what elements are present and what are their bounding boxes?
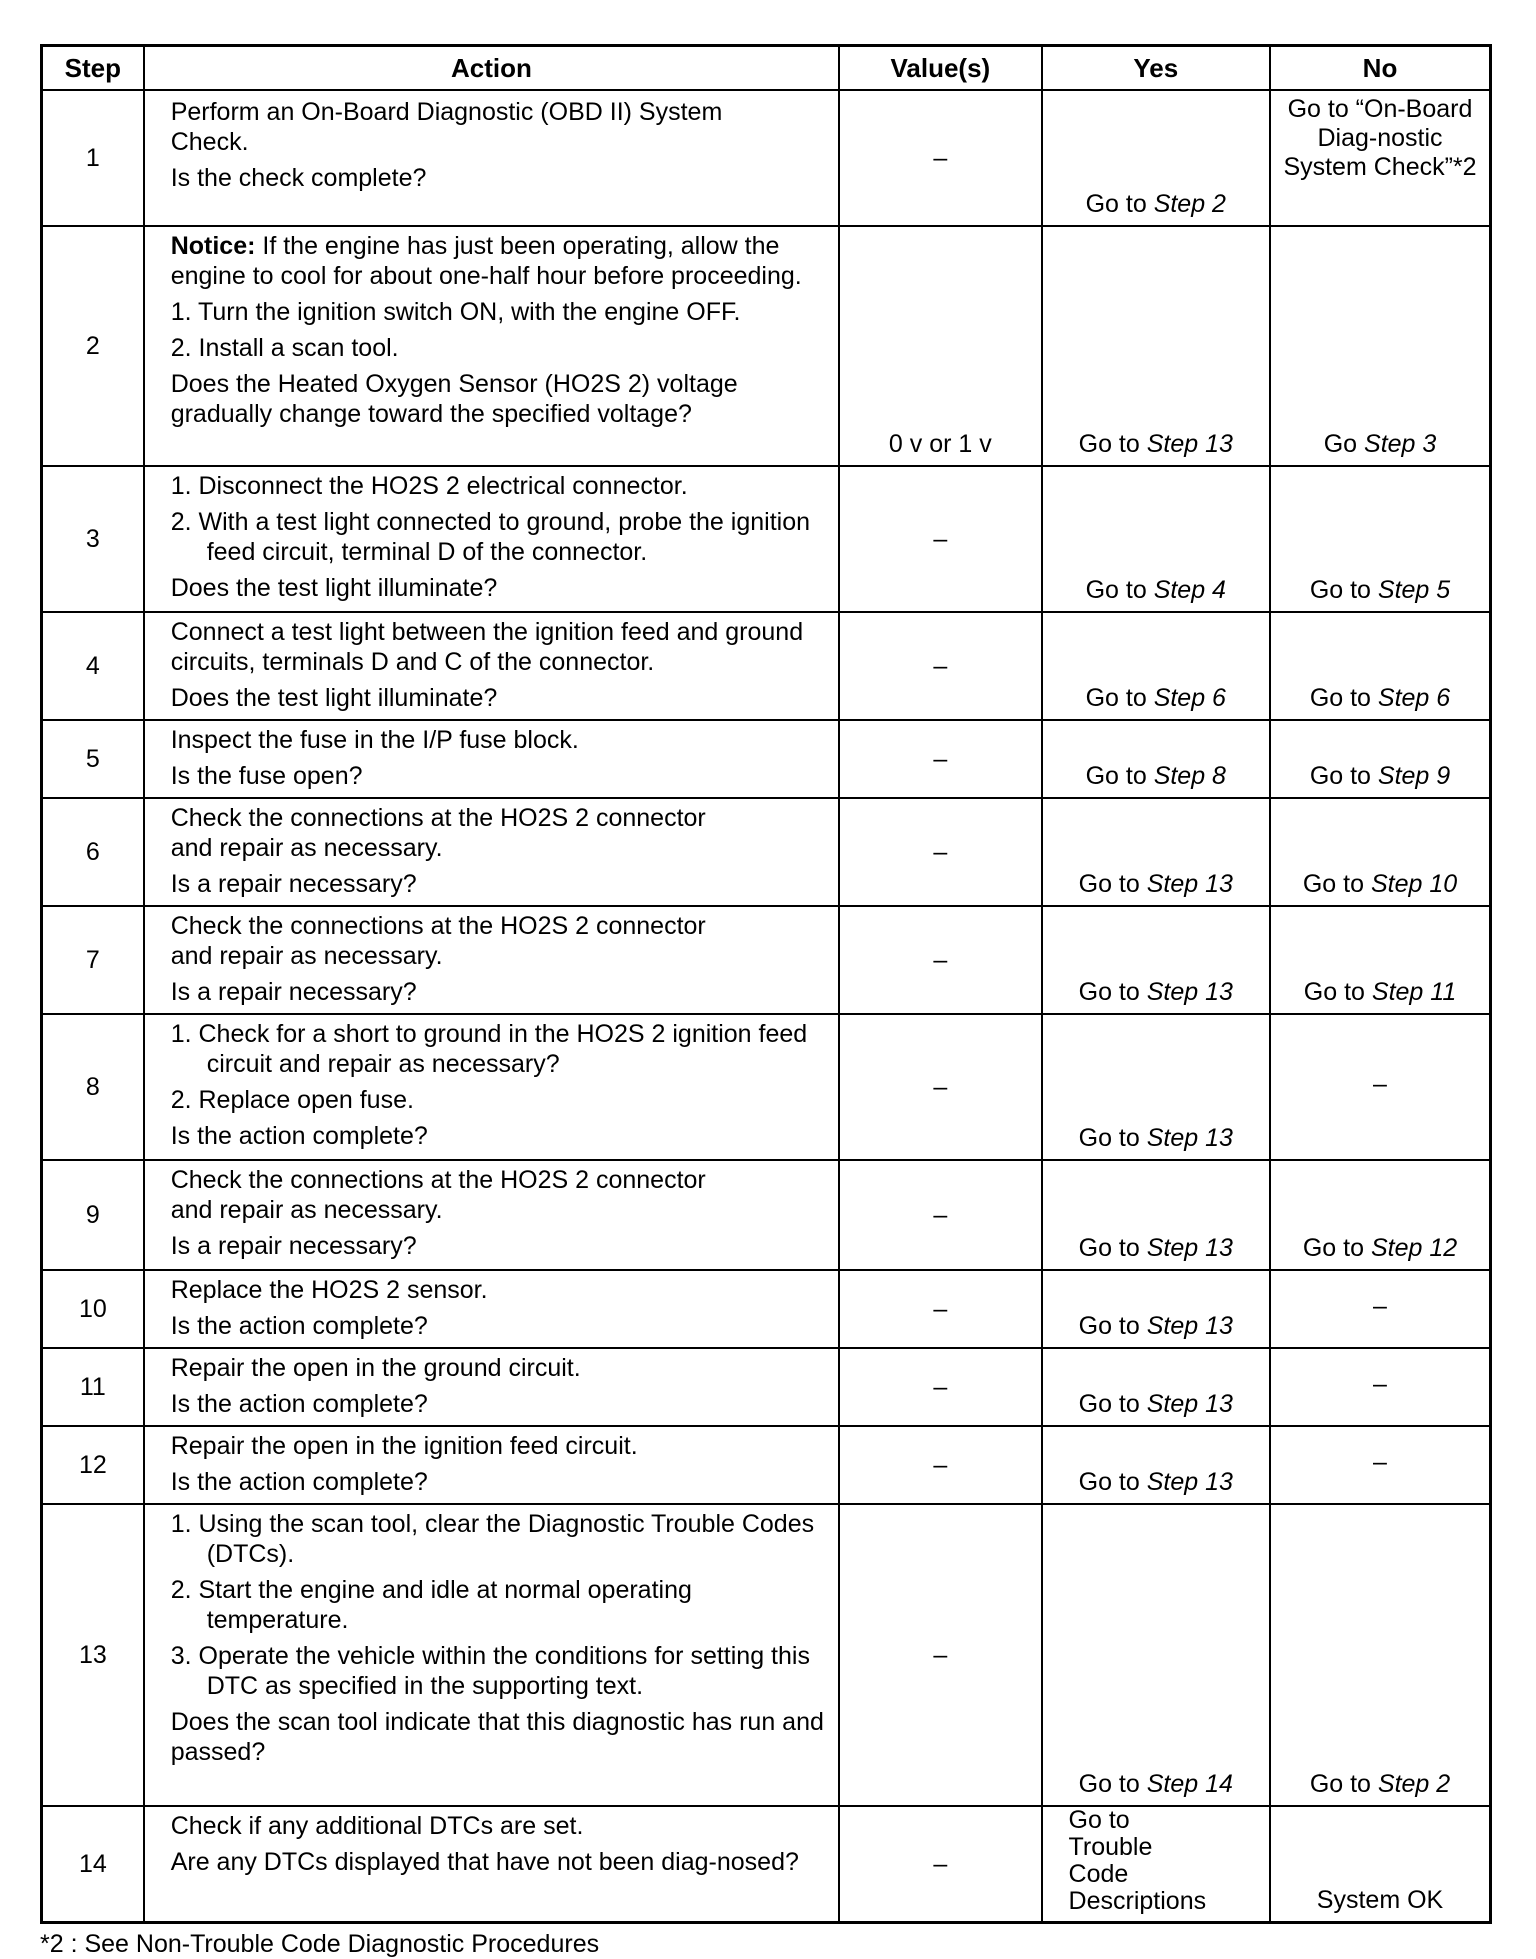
no-step-link[interactable]: Step 10 — [1370, 870, 1458, 898]
step-number: 13 — [42, 1504, 144, 1806]
header-action: Action — [144, 46, 839, 91]
table-row — [42, 466, 1491, 612]
action-question: Is a repair necessary? — [170, 870, 417, 898]
table-row — [42, 612, 1491, 720]
action-text: Repair the open in the ground circuit. — [170, 1354, 581, 1382]
action-item: 1. Using the scan tool, clear the Diagnostic Trouble Codes (DTCs). — [170, 1510, 815, 1568]
action-question: Is the action complete? — [170, 1122, 428, 1150]
action-item: 2. With a test light connected to ground, probe the ignition feed circuit, terminal D of the connector. — [170, 508, 810, 566]
step-number: 3 — [42, 466, 144, 612]
action-question: Is a repair necessary? — [170, 978, 417, 1006]
header-yes: Yes — [1042, 46, 1270, 91]
table-row — [42, 1504, 1491, 1806]
footnote: *2 : See Non-Trouble Code Diagnostic Procedures — [40, 1930, 600, 1958]
value-cell: 0 v or 1 v — [839, 226, 1041, 466]
yes-step-link[interactable]: Step 14 — [1146, 1770, 1233, 1798]
action-cell — [144, 1426, 839, 1504]
yes-cell — [1042, 1270, 1270, 1348]
value-cell: – — [839, 1806, 1041, 1923]
yes-cell — [1042, 798, 1270, 906]
yes-cell — [1042, 90, 1270, 226]
no-cell — [1270, 1504, 1490, 1806]
no-step-link[interactable]: Step 6 — [1377, 684, 1451, 712]
value-cell: – — [839, 906, 1041, 1014]
action-item: 2. Replace open fuse. — [170, 1086, 414, 1114]
step-number: 1 — [42, 90, 144, 226]
yes-cell — [1042, 612, 1270, 720]
yes-cell — [1042, 466, 1270, 612]
yes-trouble-code-link[interactable]: Go to Trouble Code Descriptions — [1068, 1806, 1207, 1915]
yes-cell — [1042, 720, 1270, 798]
action-question: Does the test light illuminate? — [170, 574, 498, 602]
diagnostic-page — [40, 44, 1492, 1959]
table-row — [42, 226, 1491, 466]
action-question: Is the action complete? — [170, 1468, 428, 1496]
no-cell — [1270, 226, 1490, 466]
value-cell: – — [839, 1270, 1041, 1348]
action-text: Replace the HO2S 2 sensor. — [170, 1276, 488, 1304]
step-number: 9 — [42, 1160, 144, 1270]
step-number: 2 — [42, 226, 144, 466]
action-cell — [144, 798, 839, 906]
step-number: 6 — [42, 798, 144, 906]
action-text: Check if any additional DTCs are set. — [170, 1812, 584, 1840]
header-no: No — [1270, 46, 1490, 91]
yes-prefix: Go to — [1078, 430, 1147, 458]
action-question: Does the Heated Oxygen Sensor (HO2S 2) voltage gradually change toward the specified voltage? — [170, 370, 738, 428]
action-cell — [144, 612, 839, 720]
yes-cell — [1042, 1348, 1270, 1426]
value-cell: – — [839, 1504, 1041, 1806]
no-prefix: Go to — [1302, 870, 1371, 898]
step-number: 14 — [42, 1806, 144, 1923]
no-step-link[interactable]: Go to “On-Board Diag-nostic System Check”*2 — [1283, 95, 1477, 181]
no-cell: – — [1270, 1270, 1490, 1348]
no-step-link[interactable]: Step 2 — [1377, 1770, 1451, 1798]
diagnostic-table — [40, 44, 1492, 1924]
yes-cell — [1042, 1504, 1270, 1806]
table-row — [42, 1270, 1491, 1348]
action-question: Are any DTCs displayed that have not been diag-nosed? — [170, 1848, 799, 1876]
value-cell: – — [839, 798, 1041, 906]
action-cell — [144, 1504, 839, 1806]
yes-step-link[interactable]: Step 13 — [1146, 1234, 1233, 1262]
action-cell — [144, 1270, 839, 1348]
action-text: Connect a test light between the ignition feed and ground circuits, terminals D and C of the connector. — [170, 618, 804, 676]
no-cell: – — [1270, 1014, 1490, 1160]
no-step-link[interactable]: Step 5 — [1377, 576, 1451, 604]
action-item: 1. Disconnect the HO2S 2 electrical connector. — [170, 472, 688, 500]
notice-label: Notice: — [170, 232, 256, 260]
no-cell — [1270, 612, 1490, 720]
table-row — [42, 720, 1491, 798]
table-row — [42, 1014, 1491, 1160]
action-item: 3. Operate the vehicle within the conditions for setting this DTC as specified in the supporting text. — [170, 1642, 810, 1700]
action-question: Is the action complete? — [170, 1390, 428, 1418]
header-value: Value(s) — [839, 46, 1041, 91]
yes-prefix: Go to — [1078, 1312, 1147, 1340]
action-text: Repair the open in the ignition feed circuit. — [170, 1432, 638, 1460]
no-cell — [1270, 90, 1490, 226]
value-cell: – — [839, 1426, 1041, 1504]
step-number: 5 — [42, 720, 144, 798]
no-cell: – — [1270, 1426, 1490, 1504]
no-cell — [1270, 906, 1490, 1014]
yes-cell — [1042, 1806, 1270, 1923]
action-text: Check the connections at the HO2S 2 connector and repair as necessary. — [170, 804, 706, 862]
no-step-link[interactable]: Step 3 — [1364, 430, 1437, 458]
step-number: 10 — [42, 1270, 144, 1348]
action-question: Is the check complete? — [170, 164, 427, 192]
no-prefix: Go to — [1309, 684, 1378, 712]
table-row — [42, 1806, 1491, 1923]
action-question: Does the test light illuminate? — [170, 684, 498, 712]
action-cell — [144, 1014, 839, 1160]
header-step: Step — [42, 46, 144, 91]
action-cell — [144, 906, 839, 1014]
action-cell — [144, 1348, 839, 1426]
action-text: Perform an On-Board Diagnostic (OBD II) System Check. — [170, 98, 723, 156]
yes-cell — [1042, 1426, 1270, 1504]
action-question: Is the fuse open? — [170, 762, 363, 790]
action-question: Is a repair necessary? — [170, 1232, 417, 1260]
no-step-link[interactable]: Step 9 — [1377, 762, 1451, 790]
step-number: 12 — [42, 1426, 144, 1504]
value-cell: – — [839, 720, 1041, 798]
yes-prefix: Go to — [1078, 1468, 1147, 1496]
yes-prefix: Go to — [1085, 762, 1154, 790]
table-row — [42, 1348, 1491, 1426]
yes-prefix: Go to — [1078, 978, 1147, 1006]
table-row — [42, 90, 1491, 226]
no-step-link[interactable]: Step 11 — [1371, 978, 1457, 1006]
yes-prefix: Go to — [1078, 1770, 1147, 1798]
yes-step-link[interactable]: Step 13 — [1146, 870, 1233, 898]
value-cell: – — [839, 1014, 1041, 1160]
value-cell: – — [839, 466, 1041, 612]
yes-cell — [1042, 1014, 1270, 1160]
yes-prefix: Go to — [1085, 684, 1154, 712]
table-row — [42, 1426, 1491, 1504]
no-prefix: Go to — [1309, 1770, 1378, 1798]
yes-step-link[interactable]: Step 13 — [1146, 430, 1233, 458]
no-cell — [1270, 798, 1490, 906]
yes-step-link[interactable]: Step 8 — [1153, 762, 1226, 790]
action-item: 1. Turn the ignition switch ON, with the engine OFF. — [170, 298, 741, 326]
action-text: Check the connections at the HO2S 2 connector and repair as necessary. — [170, 1166, 706, 1224]
action-question: Does the scan tool indicate that this diagnostic has run and passed? — [170, 1708, 824, 1766]
action-cell — [144, 720, 839, 798]
yes-prefix: Go to — [1085, 190, 1154, 218]
action-item: 2. Install a scan tool. — [170, 334, 399, 362]
notice-body: If the engine has just been operating, allow the engine to cool for about one-half hour before proceeding. — [170, 232, 802, 290]
table-row — [42, 1160, 1491, 1270]
action-item: 1. Check for a short to ground in the HO2S 2 ignition feed circuit and repair as necessary? — [170, 1020, 808, 1078]
action-cell — [144, 466, 839, 612]
step-number: 8 — [42, 1014, 144, 1160]
action-cell — [144, 1160, 839, 1270]
action-text: Inspect the fuse in the I/P fuse block. — [170, 726, 579, 754]
yes-step-link[interactable]: Step 4 — [1153, 576, 1226, 604]
yes-cell — [1042, 226, 1270, 466]
action-cell — [144, 226, 839, 466]
step-number: 7 — [42, 906, 144, 1014]
yes-cell — [1042, 906, 1270, 1014]
action-text: Check the connections at the HO2S 2 connector and repair as necessary. — [170, 912, 706, 970]
step-number: 11 — [42, 1348, 144, 1426]
yes-cell — [1042, 1160, 1270, 1270]
no-cell: System OK — [1270, 1806, 1490, 1923]
yes-step-link[interactable]: Step 2 — [1153, 190, 1226, 218]
no-cell: – — [1270, 1348, 1490, 1426]
no-prefix: Go to — [1302, 1234, 1371, 1262]
value-cell: – — [839, 1348, 1041, 1426]
value-cell: – — [839, 1160, 1041, 1270]
yes-prefix: Go to — [1078, 1234, 1147, 1262]
action-item: 2. Start the engine and idle at normal operating temperature. — [170, 1576, 692, 1634]
yes-prefix: Go to — [1078, 1124, 1147, 1152]
step-number: 4 — [42, 612, 144, 720]
action-cell — [144, 1806, 839, 1923]
notice-text — [171, 231, 834, 291]
value-cell: – — [839, 90, 1041, 226]
no-prefix: Go to — [1309, 762, 1378, 790]
action-cell — [144, 90, 839, 226]
yes-step-link[interactable]: Step 13 — [1146, 1390, 1233, 1418]
yes-prefix: Go to — [1078, 870, 1147, 898]
yes-step-link[interactable]: Step 13 — [1146, 1468, 1233, 1496]
yes-step-link[interactable]: Step 13 — [1146, 978, 1233, 1006]
no-cell — [1270, 720, 1490, 798]
table-row — [42, 798, 1491, 906]
yes-step-link[interactable]: Step 13 — [1146, 1312, 1233, 1340]
value-cell: – — [839, 612, 1041, 720]
no-step-link[interactable]: Step 12 — [1370, 1234, 1458, 1262]
table-header-row — [42, 46, 1491, 91]
yes-prefix: Go to — [1085, 576, 1154, 604]
no-cell — [1270, 1160, 1490, 1270]
yes-step-link[interactable]: Step 13 — [1146, 1124, 1233, 1152]
yes-step-link[interactable]: Step 6 — [1153, 684, 1226, 712]
no-prefix: Go to — [1309, 576, 1378, 604]
yes-prefix: Go to — [1078, 1390, 1147, 1418]
no-prefix: Go — [1323, 430, 1365, 458]
table-row — [42, 906, 1491, 1014]
action-question: Is the action complete? — [170, 1312, 428, 1340]
no-cell — [1270, 466, 1490, 612]
no-prefix: Go to — [1303, 978, 1372, 1006]
